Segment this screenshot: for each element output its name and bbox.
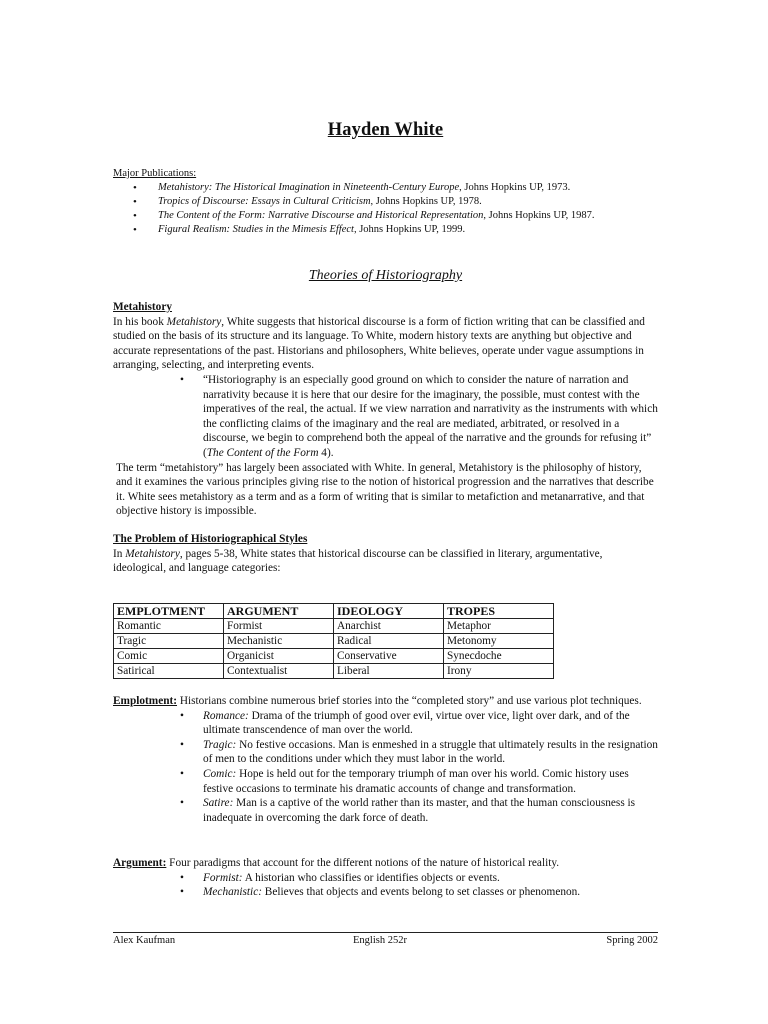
- term: Comic:: [203, 767, 237, 780]
- list-item: [203, 767, 658, 796]
- emplotment-list: [113, 709, 658, 826]
- definition: A historian who classifies or identifies objects or events.: [242, 871, 500, 884]
- argument-list: [113, 871, 658, 900]
- metahistory-section: [113, 300, 658, 519]
- publication-details: , Johns Hopkins UP, 1987.: [483, 210, 595, 221]
- footer-divider: [113, 932, 658, 933]
- definition: No festive occasions. Man is enmeshed in a struggle that ultimately results in the resignation of men to the conditions under which they must labor in the world.: [203, 738, 658, 766]
- paragraph-text: , pages 5-38, White states that historical discourse can be classified in literary, argumentative, ideological, and language categories:: [113, 547, 603, 575]
- term: Mechanistic:: [203, 886, 262, 899]
- table-cell: Radical: [334, 634, 444, 649]
- list-item: [113, 209, 595, 223]
- publication-details: , Johns Hopkins UP, 1978.: [370, 196, 482, 207]
- styles-paragraph: [113, 547, 658, 576]
- term: Formist:: [203, 871, 243, 884]
- page-title: Hayden White: [327, 120, 444, 140]
- table-row: [114, 619, 554, 634]
- publication-details: , Johns Hopkins UP, 1973.: [459, 182, 571, 193]
- table-header: ARGUMENT: [224, 604, 334, 619]
- list-item: [203, 796, 658, 825]
- metahistory-heading: Metahistory: [113, 301, 172, 313]
- book-title: Metahistory: [125, 547, 180, 560]
- term: Satire:: [203, 797, 234, 810]
- list-item: [113, 181, 595, 195]
- table-cell: Metaphor: [444, 619, 554, 634]
- list-item: [113, 223, 595, 237]
- table-cell: Organicist: [224, 649, 334, 664]
- table-cell: Liberal: [334, 664, 444, 679]
- list-item: [113, 195, 595, 209]
- paragraph-text: Four paradigms that account for the different notions of the nature of historical reality.: [166, 857, 560, 869]
- book-title: The Content of the Form: [206, 446, 319, 459]
- table-cell: Conservative: [334, 649, 444, 664]
- metahistory-paragraph: [113, 315, 658, 373]
- footer-author: Alex Kaufman: [113, 935, 176, 946]
- section-heading: Theories of Historiography: [308, 268, 463, 283]
- term: Romance:: [203, 709, 249, 722]
- publication-title: The Content of the Form: Narrative Discourse and Historical Representation: [158, 210, 484, 221]
- footer-course: English 252r: [353, 935, 407, 946]
- argument-paragraph: [113, 856, 658, 871]
- publications-label: Major Publications:: [113, 168, 197, 179]
- list-item: [203, 738, 658, 767]
- definition: Believes that objects and events belong to set classes or phenomenon.: [261, 886, 581, 899]
- styles-table: [113, 603, 554, 679]
- quote-list: [113, 373, 658, 461]
- quote-item: [203, 373, 658, 461]
- definition: Hope is held out for the temporary triumph of man over his world. Comic history uses festive occasions to terminate his dramatic accounts of change and transformation.: [203, 767, 629, 795]
- table-cell: Mechanistic: [224, 634, 334, 649]
- table-row: [114, 664, 554, 679]
- argument-section: [113, 856, 658, 900]
- table-cell: Formist: [224, 619, 334, 634]
- publications-list: [113, 181, 595, 237]
- table-cell: Irony: [444, 664, 554, 679]
- definition: Drama of the triumph of good over evil, virtue over vice, light over dark, and of the ultimate transcendence of man over the world.: [203, 709, 630, 737]
- quote-text: “Historiography is an especially good ground on which to consider the nature of narration and narrativity because it is here that our desire for the imaginary, the possible, must contest with the imperatives of the real, the actual. If we view narration and narrativity as the instruments with which the conflicting claims of the imaginary and the real are mediated, arbitrated, or resolved in a discourse, we begin to comprehend both the appeal of the narrative and the grounds for refusing it” (: [203, 373, 658, 459]
- publication-title: Figural Realism: Studies in the Mimesis Effect: [158, 224, 354, 235]
- table-header: TROPES: [444, 604, 554, 619]
- styles-heading: The Problem of Historiographical Styles: [113, 533, 308, 545]
- table-header: EMPLOTMENT: [114, 604, 224, 619]
- table-cell: Romantic: [114, 619, 224, 634]
- table-cell: Synecdoche: [444, 649, 554, 664]
- definition: Man is a captive of the world rather than its master, and that the human consciousness is inadequate in overcoming the dark force of death.: [203, 797, 636, 824]
- emplotment-heading: Emplotment:: [113, 695, 178, 707]
- paragraph-text: Historians combine numerous brief stories into the “completed story” and use various plot techniques.: [177, 695, 642, 707]
- list-item: [203, 885, 658, 900]
- emplotment-paragraph: [113, 694, 658, 709]
- styles-section: [113, 532, 658, 576]
- paragraph-text: In his book: [113, 315, 167, 328]
- table-cell: Metonomy: [444, 634, 554, 649]
- term: Tragic:: [203, 738, 237, 751]
- list-item: [203, 871, 658, 886]
- table-cell: Contextualist: [224, 664, 334, 679]
- table-cell: Comic: [114, 649, 224, 664]
- argument-heading: Argument:: [113, 857, 167, 869]
- footer-term: Spring 2002: [606, 935, 658, 946]
- paragraph-text: In: [113, 547, 126, 560]
- table-header-row: [114, 604, 554, 619]
- metahistory-paragraph-2: The term “metahistory” has largely been associated with White. In general, Metahistory is the philosophy of history, and it examines the various principles giving rise to the notion of historical progression and the narratives that describe it. White sees metahistory as a term and as a form of writing that is similar to metafiction and metanarrative, and that objective history is impossible.: [116, 461, 654, 518]
- book-title: Metahistory: [166, 315, 222, 328]
- paragraph-text: , White suggests that historical discourse is a form of fiction writing that can be classified and studied on the basis of its structure and its language. To White, modern history texts are anything but objective and accurate representations of the past. Historians and philosophers, White believes, operate under vague assumptions in arranging, selecting, and interpreting events.: [113, 315, 645, 372]
- publication-title: Metahistory: The Historical Imagination in Nineteenth-Century Europe: [158, 182, 460, 193]
- quote-text: 4).: [318, 446, 334, 459]
- list-item: [203, 709, 658, 738]
- table-row: [114, 649, 554, 664]
- publication-details: , Johns Hopkins UP, 1999.: [353, 224, 466, 235]
- table-cell: Anarchist: [334, 619, 444, 634]
- table-cell: Satirical: [114, 664, 224, 679]
- emplotment-section: [113, 694, 658, 825]
- table-row: [114, 634, 554, 649]
- table-header: IDEOLOGY: [334, 604, 444, 619]
- publication-title: Tropics of Discourse: Essays in Cultural Criticism: [158, 196, 371, 207]
- table-cell: Tragic: [114, 634, 224, 649]
